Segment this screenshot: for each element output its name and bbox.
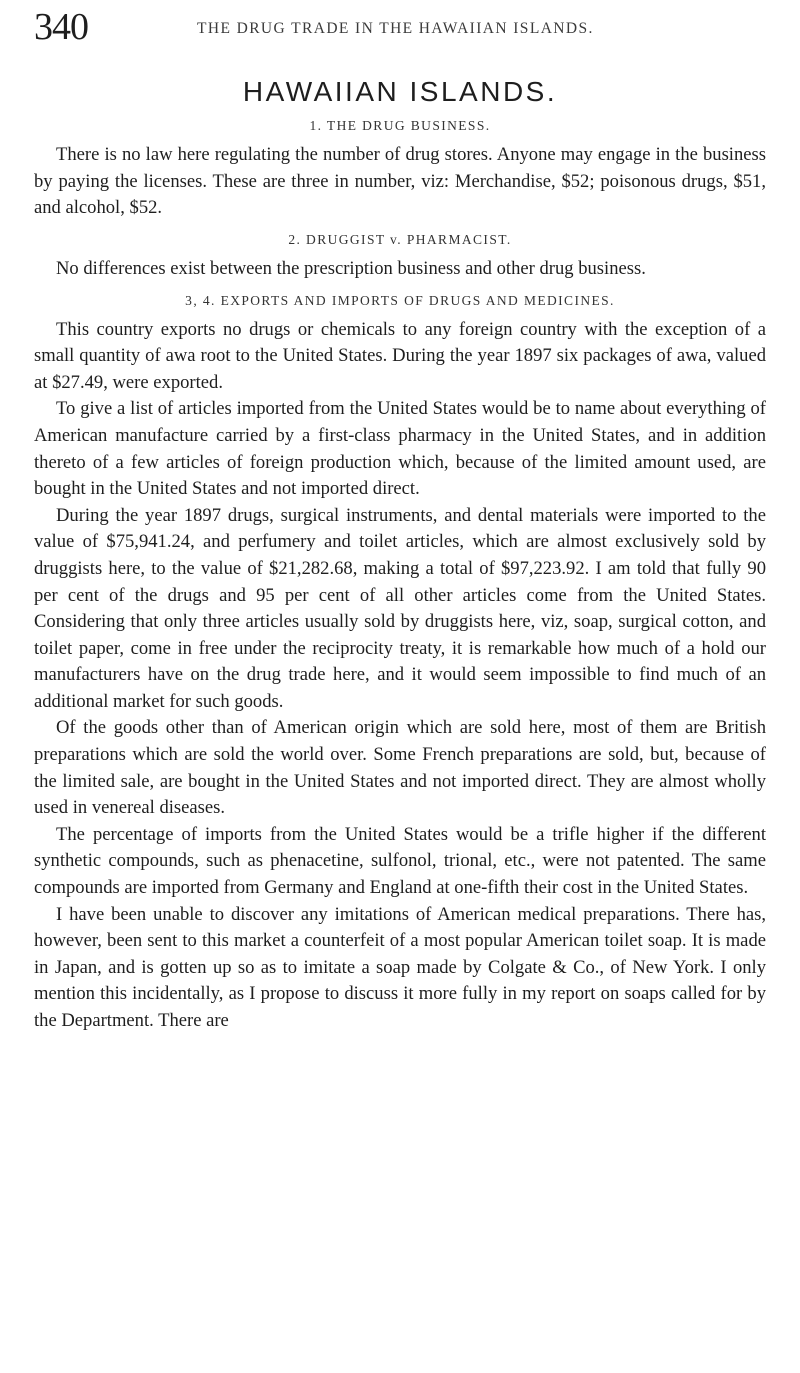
paragraph: The percentage of imports from the United States would be a trifle higher if the different synthetic compounds, such as phenacetine, sulfonol, trional, etc., were not patented. The same compounds are imported from Germany and England at one-fifth their cost in the United States. — [34, 823, 766, 899]
paragraph: There is no law here regulating the number of drug stores. Anyone may engage in the business by paying the licenses. These are three in number, viz: Merchandise, $52; poisonous drugs, $51, and alcohol, $52. — [34, 144, 766, 219]
paragraph: No differences exist between the prescription business and other drug business. — [56, 257, 646, 279]
page-title: HAWAIIAN ISLANDS. — [242, 76, 558, 107]
paragraph: Of the goods other than of American origin which are sold here, most of them are British preparations which are sold the world over. Some French preparations are sold, but, because of the limited sale, are bought in the United States and not imported direct. They are almost wholly used in venereal diseases. — [34, 717, 766, 819]
section-drug-business — [34, 118, 766, 222]
page-number: 340 — [34, 6, 88, 48]
paragraph: This country exports no drugs or chemicals to any foreign country with the exception of a small quantity of awa root to the United States. During the year 1897 six packages of awa, valued at $27.49, were exported. — [34, 318, 766, 393]
section-druggist-v-pharmacist — [34, 232, 766, 283]
section-heading: 2. DRUGGIST v. PHARMACIST. — [288, 231, 512, 247]
running-head — [34, 0, 766, 62]
paragraph: I have been unable to discover any imitations of American medical preparations. There has, however, been sent to this market a counterfeit of a most popular American toilet soap. It is made in Japan, and is gotten up so as to imitate a soap made by Colgate & Co., of New York. I only mention this incidentally, as I propose to discuss it more fully in my report on soaps called for by the Department. There are — [34, 903, 766, 1031]
paragraph: To give a list of articles imported from the United States would be to name about everything of American manufacture carried by a first-class pharmacy in the United States, and in addition thereto of a few articles of foreign production which, because of the limited amount used, are bought in the United States and not imported direct. — [34, 398, 766, 500]
running-title: THE DRUG TRADE IN THE HAWAIIAN ISLANDS. — [197, 20, 594, 37]
section-heading: 1. THE DRUG BUSINESS. — [309, 118, 491, 134]
section-exports-imports — [34, 293, 766, 1035]
section-heading: 3, 4. EXPORTS AND IMPORTS OF DRUGS AND MEDICINES. — [185, 292, 615, 308]
paragraph: During the year 1897 drugs, surgical instruments, and dental materials were imported to the value of $75,941.24, and perfumery and toilet articles, which are almost exclusively sold by druggists here, to the value of $21,282.68, making a total of $97,223.92. I am told that fully 90 per cent of the drugs and 95 per cent of all other articles come from the United States. Considering that only three articles usually sold by druggists here, viz, soap, surgical cotton, and toilet paper, come in free under the reciprocity treaty, it is remarkable how much of a hold our manufacturers have on the drug trade here, and it would seem impossible to find much of an additional market for such goods. — [34, 504, 766, 712]
